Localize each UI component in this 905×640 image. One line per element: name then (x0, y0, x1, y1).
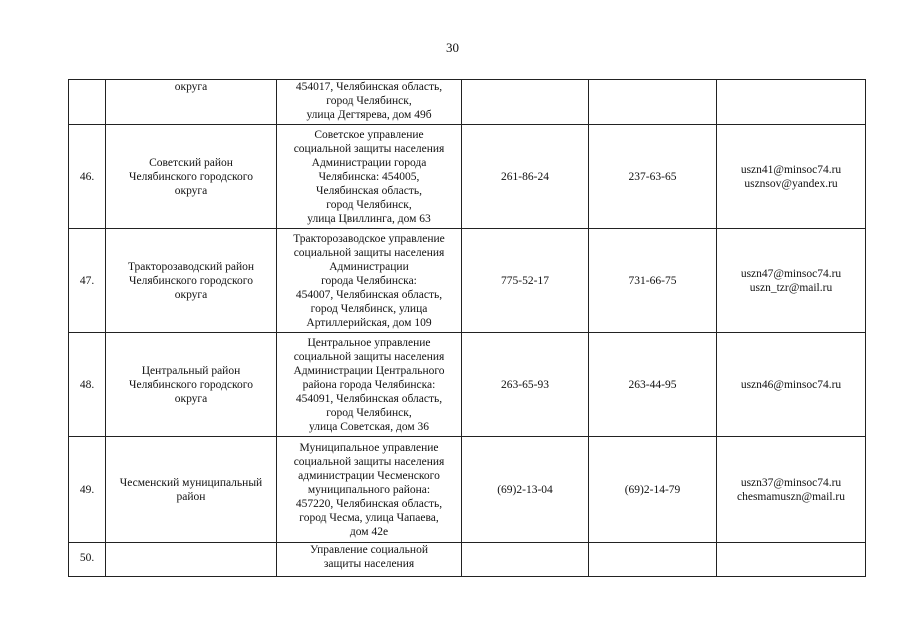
organization-line: 454091, Челябинская область, (295, 392, 443, 405)
organization-cell (277, 229, 462, 333)
email-line: uszn41@minsoc74.ru (740, 163, 842, 176)
organization-line: администрации Чесменского (298, 469, 440, 482)
region-line: Чесменский муниципальный (119, 476, 263, 489)
organization-line: социальной защиты населения (293, 142, 445, 155)
organization-cell (277, 80, 462, 125)
region-line: округа (174, 81, 208, 93)
region-cell (106, 125, 277, 229)
fax-cell: 263-44-95 (589, 333, 717, 437)
organization-line: улица Советская, дом 36 (308, 420, 430, 433)
organization-line: 454017, Челябинская область, (295, 81, 443, 93)
phone-cell: (69)2-13-04 (462, 437, 589, 543)
page-number: 30 (446, 40, 459, 55)
email-line: uszn_tzr@mail.ru (749, 281, 833, 294)
table-row (69, 543, 866, 577)
organization-line: Управление социальной (310, 544, 428, 556)
organization-line: социальной защиты населения (293, 350, 445, 363)
region-cell (106, 437, 277, 543)
fax-cell: 237-63-65 (589, 125, 717, 229)
email-cell (717, 543, 866, 577)
table-row (69, 80, 866, 125)
offices-table (68, 79, 866, 577)
organization-line: улица Дегтярева, дом 49б (306, 109, 432, 121)
organization-line: дом 42е (349, 525, 389, 538)
organization-line: Челябинская область, (316, 184, 422, 197)
row-number-cell: 48. (69, 333, 106, 437)
region-cell (106, 80, 277, 125)
region-line: Челябинского городского (129, 274, 253, 287)
email-cell (717, 333, 866, 437)
phone-cell: 261-86-24 (462, 125, 589, 229)
organization-line: Центральное управление (307, 336, 431, 349)
region-line: округа (174, 288, 208, 301)
email-cell (717, 229, 866, 333)
organization-line: района города Челябинска: (302, 378, 436, 391)
region-line: Тракторозаводский район (127, 260, 255, 273)
fax-cell: (69)2-14-79 (589, 437, 717, 543)
organization-line: Тракторозаводское управление (293, 232, 445, 245)
organization-cell (277, 333, 462, 437)
organization-cell (277, 125, 462, 229)
email-line: usznsov@yandex.ru (744, 177, 838, 190)
organization-line: улица Цвиллинга, дом 63 (307, 212, 431, 225)
email-cell (717, 125, 866, 229)
email-cell (717, 437, 866, 543)
organization-cell (277, 543, 462, 577)
region-line: Советский район (149, 156, 233, 169)
organization-line: Артиллерийская, дом 109 (306, 316, 432, 329)
organization-line: социальной защиты населения (293, 455, 445, 468)
fax-cell (589, 80, 717, 125)
organization-line: муниципального района: (307, 483, 431, 496)
organization-line: Советское управление (314, 128, 424, 141)
table-row (69, 333, 866, 437)
organization-line: города Челябинска: (321, 274, 417, 287)
fax-cell (589, 543, 717, 577)
table-row (69, 229, 866, 333)
organization-line: Челябинска: 454005, (318, 170, 420, 183)
fax-cell: 731-66-75 (589, 229, 717, 333)
email-cell (717, 80, 866, 125)
organization-line: 457220, Челябинская область, (295, 497, 443, 510)
email-line: uszn47@minsoc74.ru (740, 267, 842, 280)
row-number-cell (69, 80, 106, 125)
region-cell (106, 543, 277, 577)
phone-cell: 775-52-17 (462, 229, 589, 333)
organization-line: город Челябинск, (326, 95, 412, 107)
region-cell (106, 333, 277, 437)
organization-line: Администрации (329, 260, 409, 273)
organization-line: защиты населения (323, 558, 415, 570)
organization-line: Муниципальное управление (299, 441, 439, 454)
region-line: Центральный район (141, 364, 241, 377)
region-line: Челябинского городского (129, 378, 253, 391)
region-cell (106, 229, 277, 333)
organization-line: город Чесма, улица Чапаева, (299, 511, 439, 524)
region-line: Челябинского городского (129, 170, 253, 183)
row-number-cell: 46. (69, 125, 106, 229)
table-row (69, 125, 866, 229)
row-number-cell: 50. (69, 543, 106, 577)
row-number-cell: 49. (69, 437, 106, 543)
organization-cell (277, 437, 462, 543)
region-line: округа (174, 184, 208, 197)
table-row (69, 437, 866, 543)
region-line: район (176, 490, 206, 503)
organization-line: Администрации Центрального (293, 364, 445, 377)
organization-line: город Челябинск, (326, 406, 412, 419)
organization-line: 454007, Челябинская область, (295, 288, 443, 301)
organization-line: город Челябинск, (326, 198, 412, 211)
phone-cell: 263-65-93 (462, 333, 589, 437)
organization-line: Администрации города (311, 156, 427, 169)
organization-line: социальной защиты населения (293, 246, 445, 259)
phone-cell (462, 80, 589, 125)
organization-line: город Челябинск, улица (310, 302, 428, 315)
email-line: uszn46@minsoc74.ru (740, 378, 842, 391)
row-number-cell: 47. (69, 229, 106, 333)
phone-cell (462, 543, 589, 577)
email-line: chesmamuszn@mail.ru (737, 490, 845, 503)
region-line: округа (174, 392, 208, 405)
email-line: uszn37@minsoc74.ru (740, 476, 842, 489)
